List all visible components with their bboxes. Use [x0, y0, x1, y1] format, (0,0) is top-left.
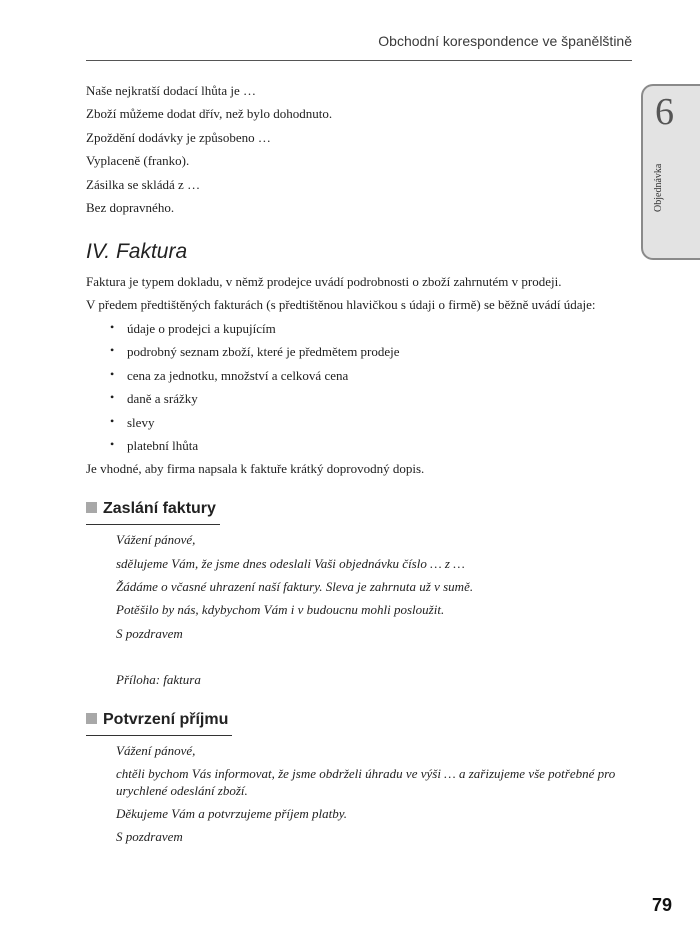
bullet-text: daně a srážky [127, 391, 198, 406]
paragraph: Faktura je typem dokladu, v němž prodejce uvádí podrobnosti o zboží zahrnutém v prodeji. [86, 274, 562, 289]
intro-line: Vyplaceně (franko). [86, 153, 190, 168]
heading-text: Zaslání faktury [103, 500, 216, 517]
letter-line: Příloha: faktura [116, 672, 201, 687]
heading-text: Potvrzení příjmu [103, 711, 229, 728]
letter-line: Vážení pánové, [116, 532, 196, 547]
section-heading-zaslani [86, 500, 220, 525]
chapter-number: 6 [655, 91, 674, 133]
bullet-icon: • [110, 320, 115, 334]
heading-square-icon [86, 713, 97, 724]
paragraph: Je vhodné, aby firma napsala k faktuře krátký doprovodný dopis. [86, 461, 425, 476]
bullet-text: platební lhůta [127, 438, 199, 453]
bullet-text: podrobný seznam zboží, které je předmětem prodeje [127, 344, 400, 359]
section-heading-faktura: IV. Faktura [86, 240, 188, 263]
letter-line: S pozdravem [116, 829, 183, 844]
heading-square-icon [86, 502, 97, 513]
chapter-tab [641, 84, 700, 260]
letter-line: Potěšilo by nás, kdybychom Vám i v budoucnu mohli posloužit. [116, 602, 445, 617]
header-rule [86, 60, 632, 61]
chapter-label: Objednávka [653, 163, 664, 212]
intro-line: Naše nejkratší dodací lhůta je … [86, 83, 257, 98]
letter-line: Děkujeme Vám a potvrzujeme příjem platby. [116, 806, 348, 821]
section-heading-potvrzeni [86, 711, 232, 736]
letter-line: Žádáme o včasné uhrazení naší faktury. Sleva je zahrnuta už v sumě. [116, 579, 474, 594]
letter-line: S pozdravem [116, 626, 183, 641]
letter-line: sdělujeme Vám, že jsme dnes odeslali Vaši objednávku číslo … z … [116, 556, 465, 571]
letter-line: urychlené odeslání zboží. [116, 783, 248, 798]
bullet-icon: • [110, 367, 115, 381]
bullet-icon: • [110, 437, 115, 451]
intro-line: Bez dopravného. [86, 200, 175, 215]
bullet-text: slevy [127, 415, 155, 430]
bullet-icon: • [110, 390, 115, 404]
bullet-icon: • [110, 343, 115, 357]
bullet-icon: • [110, 414, 115, 428]
bullet-text: údaje o prodejci a kupujícím [127, 321, 276, 336]
paragraph: V předem předtištěných fakturách (s předtištěnou hlavičkou s údaji o firmě) se běžně uvádí údaje: [86, 297, 596, 312]
intro-line: Zboží můžeme dodat dřív, než bylo dohodnuto. [86, 106, 333, 121]
letter-line: chtěli bychom Vás informovat, že jsme obdrželi úhradu ve výši … a zařizujeme vše potřebné pro [116, 766, 616, 781]
page-number: 79 [652, 895, 673, 915]
running-header: Obchodní korespondence ve španělštině [378, 33, 632, 49]
letter-line: Vážení pánové, [116, 743, 196, 758]
intro-line: Zpoždění dodávky je způsobeno … [86, 130, 271, 145]
bullet-text: cena za jednotku, množství a celková cena [127, 368, 349, 383]
intro-line: Zásilka se skládá z … [86, 177, 201, 192]
